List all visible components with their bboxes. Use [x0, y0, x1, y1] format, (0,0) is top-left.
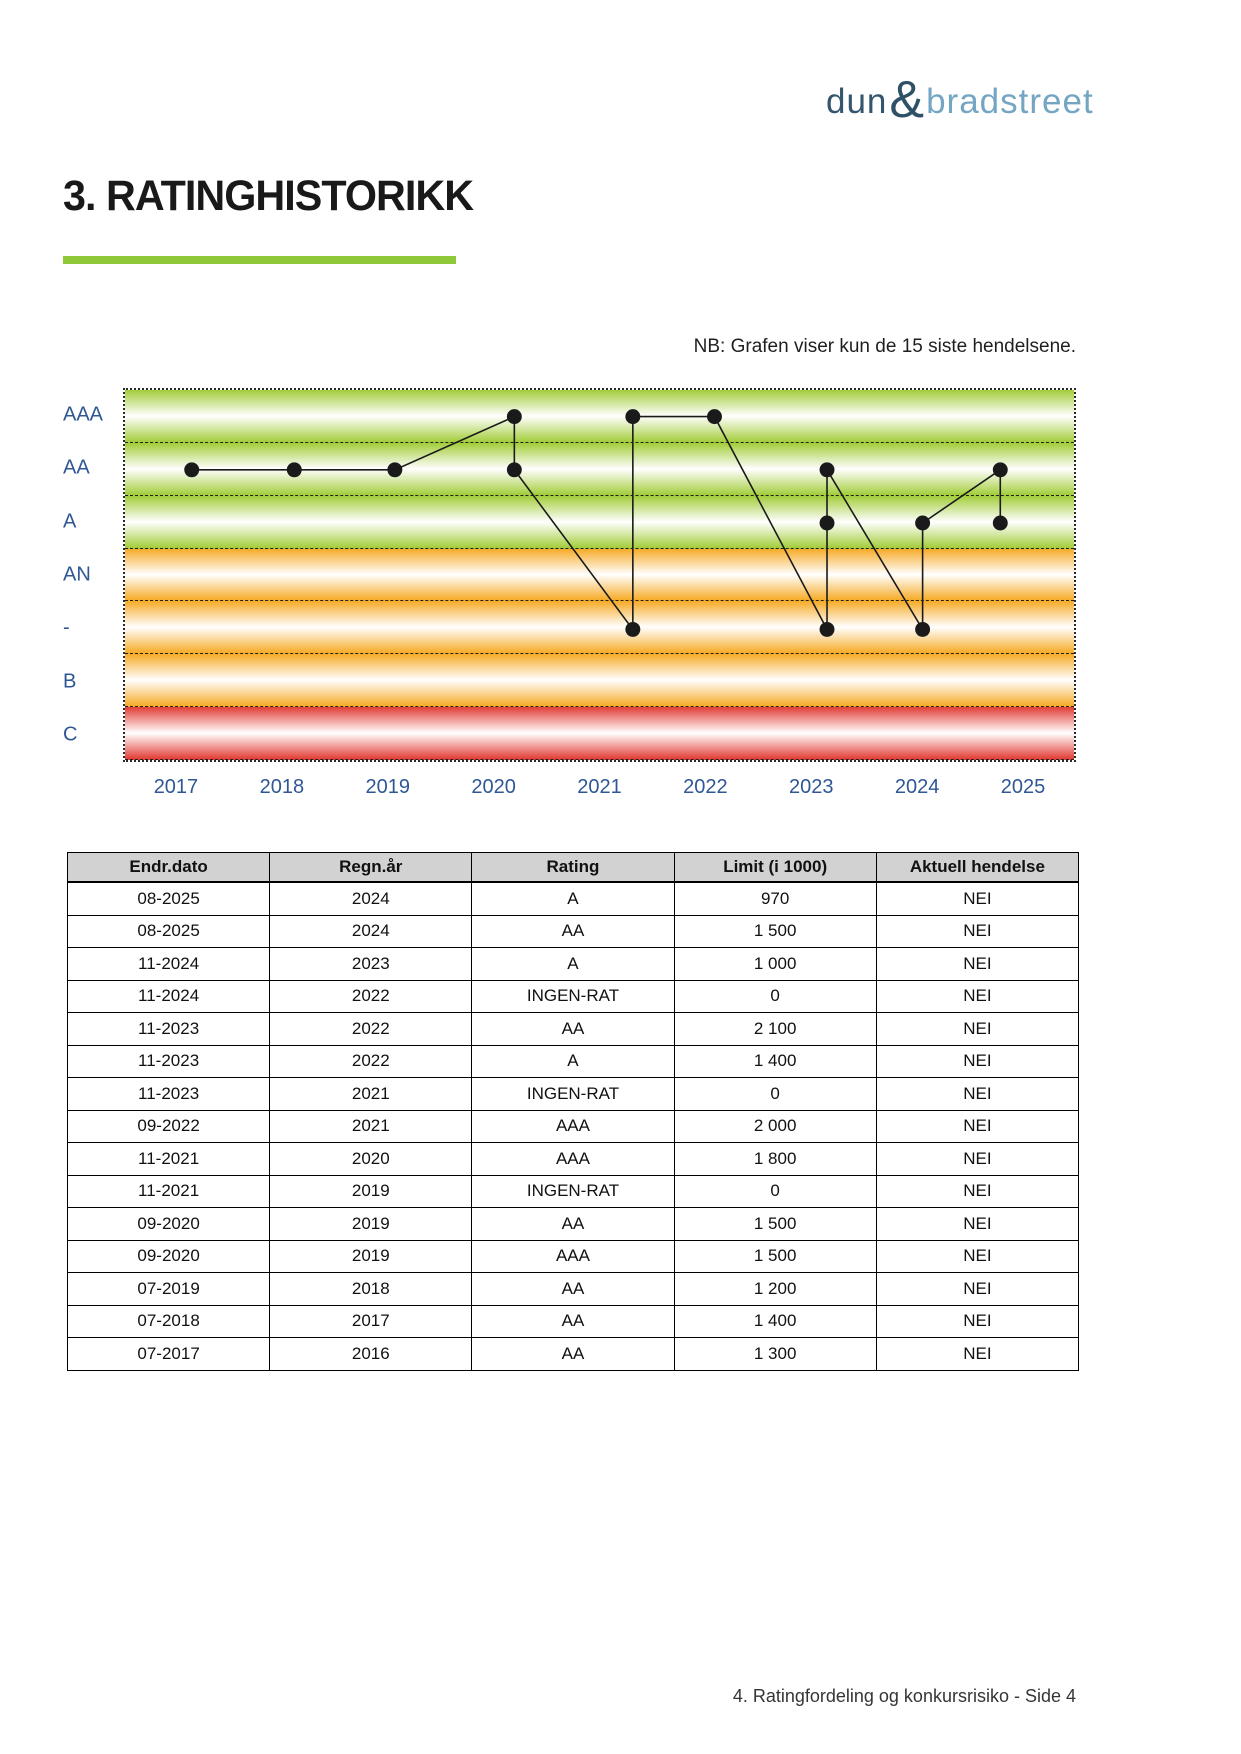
table-cell: 1 400	[674, 1305, 876, 1338]
table-cell: 1 800	[674, 1143, 876, 1176]
table-row	[68, 1175, 1079, 1208]
table-header	[68, 853, 1079, 883]
table-cell: 2022	[270, 980, 472, 1013]
table-cell: 11-2021	[68, 1175, 270, 1208]
table-cell: NEI	[876, 915, 1078, 948]
table-cell: 2022	[270, 1013, 472, 1046]
x-axis-label-2021: 2021	[577, 776, 622, 798]
table-cell: 11-2024	[68, 980, 270, 1013]
table-cell: NEI	[876, 1175, 1078, 1208]
table-row	[68, 1338, 1079, 1371]
table-cell: NEI	[876, 1338, 1078, 1371]
section-title: 3. RATINGHISTORIKK	[63, 172, 474, 220]
table-cell: AAA	[472, 1240, 674, 1273]
logo-text-dun: dun	[826, 82, 888, 121]
y-axis-label-AAA: AAA	[63, 403, 104, 426]
table-cell: 1 500	[674, 1240, 876, 1273]
y-axis-label-AA: AA	[63, 456, 90, 479]
table-cell: NEI	[876, 980, 1078, 1013]
logo-text-bradstreet: bradstreet	[926, 82, 1094, 121]
x-axis-label-2025: 2025	[1000, 776, 1046, 798]
y-axis-label--: -	[63, 616, 70, 639]
page-footer: 4. Ratingfordeling og konkursrisiko - Side 4	[732, 1686, 1076, 1706]
table-cell: NEI	[876, 1273, 1078, 1306]
table-cell: 07-2017	[68, 1338, 270, 1371]
table-cell: NEI	[876, 1240, 1078, 1273]
x-axis-label-2018: 2018	[259, 776, 305, 798]
table-cell: 07-2019	[68, 1273, 270, 1306]
table-cell: AA	[472, 915, 674, 948]
table-row	[68, 1143, 1079, 1176]
rating-line-series	[125, 390, 1074, 762]
table-cell: 0	[674, 1078, 876, 1111]
rating-history-table	[67, 852, 1079, 1371]
table-cell: INGEN-RAT	[472, 980, 674, 1013]
table-header-cell: Regn.år	[270, 853, 472, 883]
table-cell: 09-2022	[68, 1110, 270, 1143]
table-cell: 11-2024	[68, 948, 270, 981]
table-row	[68, 1208, 1079, 1241]
table-cell: 09-2020	[68, 1240, 270, 1273]
y-axis-label-C: C	[63, 723, 78, 746]
table-cell: 11-2023	[68, 1045, 270, 1078]
x-axis-label-2017: 2017	[153, 776, 199, 798]
y-axis-label-A: A	[63, 510, 77, 533]
table-cell: NEI	[876, 1143, 1078, 1176]
data-point-11-2023-A	[820, 516, 835, 531]
table-cell: 970	[674, 882, 876, 915]
chart-y-axis-labels	[63, 388, 119, 762]
data-point-09-2020-AAA	[507, 409, 522, 424]
table-cell: AAA	[472, 1110, 674, 1143]
table-cell: NEI	[876, 1305, 1078, 1338]
table-header-cell: Rating	[472, 853, 674, 883]
table-row	[68, 1013, 1079, 1046]
table-cell: 1 400	[674, 1045, 876, 1078]
table-cell: 2021	[270, 1078, 472, 1111]
table-cell: 2022	[270, 1045, 472, 1078]
data-point-07-2018-AA	[287, 462, 302, 477]
table-header-cell: Limit (i 1000)	[674, 853, 876, 883]
table-cell: NEI	[876, 1110, 1078, 1143]
table-row	[68, 948, 1079, 981]
table-cell: INGEN-RAT	[472, 1175, 674, 1208]
table-cell: 1 500	[674, 1208, 876, 1241]
table-row	[68, 915, 1079, 948]
table-cell: 2019	[270, 1175, 472, 1208]
table-cell: INGEN-RAT	[472, 1078, 674, 1111]
table-cell: AA	[472, 1208, 674, 1241]
table-cell: NEI	[876, 1045, 1078, 1078]
table-cell: 11-2023	[68, 1013, 270, 1046]
table-cell: 11-2021	[68, 1143, 270, 1176]
table-cell: 0	[674, 1175, 876, 1208]
table-cell: NEI	[876, 1013, 1078, 1046]
table-cell: 08-2025	[68, 915, 270, 948]
table-row	[68, 1305, 1079, 1338]
table-cell: 1 500	[674, 915, 876, 948]
table-cell: AA	[472, 1338, 674, 1371]
table-cell: NEI	[876, 1078, 1078, 1111]
data-point-11-2024-INGEN-RAT	[915, 622, 930, 637]
table-cell: 07-2018	[68, 1305, 270, 1338]
data-point-08-2025-AA	[993, 462, 1008, 477]
x-axis-label-2023: 2023	[789, 776, 834, 798]
table-cell: 2018	[270, 1273, 472, 1306]
data-point-11-2023-AA	[820, 462, 835, 477]
table-cell: AA	[472, 1273, 674, 1306]
table-cell: AA	[472, 1305, 674, 1338]
dun-bradstreet-logo	[826, 70, 1094, 129]
table-cell: A	[472, 882, 674, 915]
chart-note: NB: Grafen viser kun de 15 siste hendelsene.	[693, 336, 1076, 357]
table-header-cell: Aktuell hendelse	[876, 853, 1078, 883]
table-cell: 2023	[270, 948, 472, 981]
table-row	[68, 1240, 1079, 1273]
x-axis-label-2024: 2024	[894, 776, 940, 798]
x-axis-label-2022: 2022	[683, 776, 728, 798]
chart-x-axis-labels	[123, 776, 1076, 806]
table-row	[68, 882, 1079, 915]
title-underline-bar	[63, 256, 456, 264]
table-cell: 1 000	[674, 948, 876, 981]
table-cell: 2019	[270, 1208, 472, 1241]
table-header-cell: Endr.dato	[68, 853, 270, 883]
table-row	[68, 1273, 1079, 1306]
table-cell: 1 200	[674, 1273, 876, 1306]
y-axis-label-AN: AN	[63, 563, 91, 586]
table-cell: 2024	[270, 882, 472, 915]
data-point-08-2025-A	[993, 516, 1008, 531]
x-axis-label-2020: 2020	[471, 776, 516, 798]
data-point-09-2020-AA	[507, 462, 522, 477]
table-cell: 11-2023	[68, 1078, 270, 1111]
data-point-07-2019-AA	[387, 462, 402, 477]
y-axis-label-B: B	[63, 670, 77, 693]
table-cell: 2 100	[674, 1013, 876, 1046]
table-row	[68, 1045, 1079, 1078]
data-point-11-2021-AAA	[625, 409, 640, 424]
table-cell: 08-2025	[68, 882, 270, 915]
table-cell: NEI	[876, 948, 1078, 981]
table-cell: NEI	[876, 1208, 1078, 1241]
data-point-11-2023-INGEN-RAT	[820, 622, 835, 637]
table-cell: 2021	[270, 1110, 472, 1143]
table-cell: 2020	[270, 1143, 472, 1176]
table-cell: 0	[674, 980, 876, 1013]
x-axis-label-2019: 2019	[365, 776, 410, 798]
table-cell: A	[472, 1045, 674, 1078]
rating-history-chart	[123, 388, 1076, 762]
table-cell: AA	[472, 1013, 674, 1046]
table-cell: 09-2020	[68, 1208, 270, 1241]
table-cell: 2 000	[674, 1110, 876, 1143]
table-cell: 2024	[270, 915, 472, 948]
table-cell: 2017	[270, 1305, 472, 1338]
data-point-11-2021-INGEN-RAT	[625, 622, 640, 637]
table-cell: 1 300	[674, 1338, 876, 1371]
logo-ampersand-icon: &	[889, 71, 925, 129]
table-cell: NEI	[876, 882, 1078, 915]
table-row	[68, 1078, 1079, 1111]
data-point-11-2024-A	[915, 516, 930, 531]
table-cell: AAA	[472, 1143, 674, 1176]
table-cell: 2016	[270, 1338, 472, 1371]
data-point-07-2017-AA	[184, 462, 199, 477]
table-row	[68, 980, 1079, 1013]
table-cell: 2019	[270, 1240, 472, 1273]
table-cell: A	[472, 948, 674, 981]
data-point-09-2022-AAA	[707, 409, 722, 424]
table-row	[68, 1110, 1079, 1143]
